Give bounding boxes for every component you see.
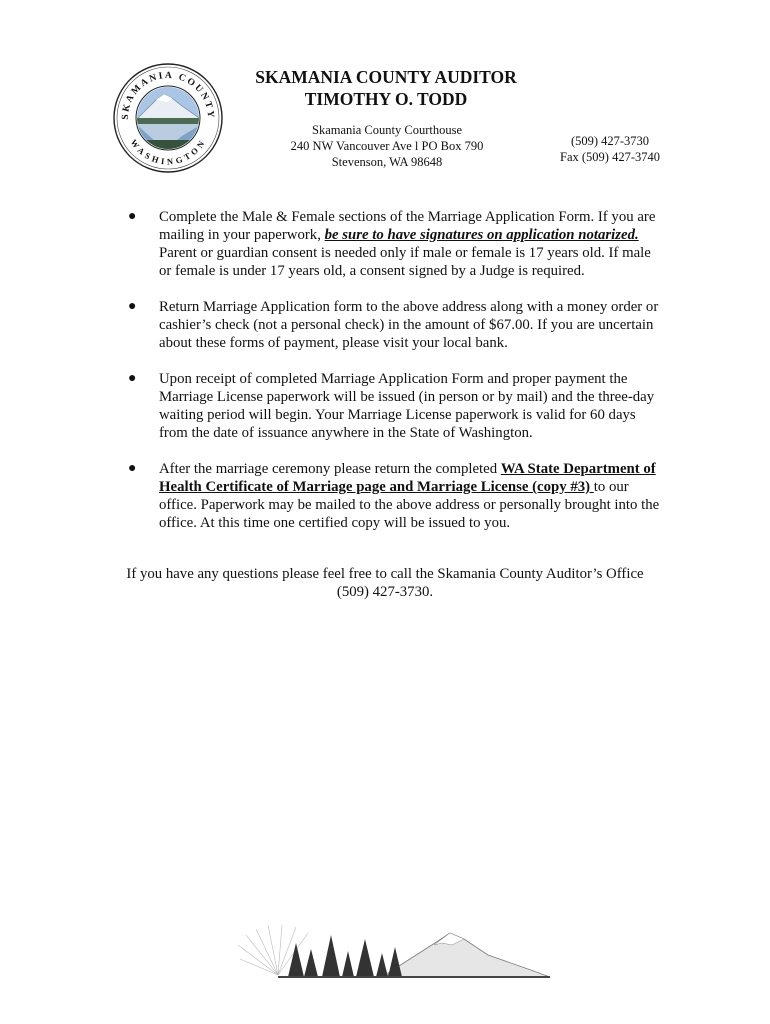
seal-text-bottom: WASHINGTON bbox=[128, 137, 208, 167]
office-title: SKAMANIA COUNTY AUDITOR bbox=[255, 67, 517, 87]
instruction-item: ● Complete the Male & Female sections of the Marriage Application Form. If you are mailing in your paperwork, be sure to have signatures on application notarized. Parent or guardian consent is needed only if male or female is 17 years old. If male or female is under 17 years old, a consent signed by a Judge is required. bbox=[128, 209, 656, 279]
closing-note bbox=[100, 565, 670, 601]
bullet-icon: ● bbox=[128, 299, 137, 314]
county-seal-logo bbox=[112, 62, 224, 174]
auditor-name: TIMOTHY O. TODD bbox=[304, 89, 468, 109]
phone-number: (509) 427-3730 bbox=[570, 134, 650, 148]
contact-numbers bbox=[540, 133, 680, 165]
bullet-icon: ● bbox=[128, 371, 137, 386]
courthouse-address bbox=[272, 122, 502, 170]
bullet-icon: ● bbox=[128, 209, 137, 224]
seal-text-top: SKAMANIA COUNTY bbox=[120, 70, 216, 120]
mountain-trees-footer-icon bbox=[238, 925, 550, 981]
closing-line-1: If you have any questions please feel free to call the Skamania County Auditor’s Office bbox=[126, 566, 644, 582]
address-line-1: Skamania County Courthouse bbox=[312, 123, 462, 137]
fax-number: Fax (509) 427-3740 bbox=[560, 150, 660, 164]
closing-line-2: (509) 427-3730. bbox=[336, 584, 434, 600]
instruction-item: ● Return Marriage Application form to the above address along with a money order or cashier’s check (not a personal check) in the amount of $67.00. If you are uncertain about these forms of payment, please visit your local bank. bbox=[128, 299, 659, 351]
certificate-emphasis: WA State Department of Health Certificate of Marriage page and Marriage License (copy #3) bbox=[159, 461, 656, 495]
address-line-3: Stevenson, WA 98648 bbox=[331, 155, 443, 169]
instruction-list bbox=[128, 208, 663, 550]
instruction-item: ● After the marriage ceremony please return the completed WA State Department of Health Certificate of Marriage page and Marriage License (copy #3) to our office. Paperwork may be mailed to the above address or personally brought into the office. At this time one certified copy will be issued to you. bbox=[128, 461, 660, 531]
address-line-2: 240 NW Vancouver Ave l PO Box 790 bbox=[290, 139, 484, 153]
bullet-icon: ● bbox=[128, 461, 137, 476]
instruction-item: ● Upon receipt of completed Marriage Application Form and proper payment the Marriage License paperwork will be issued (in person or by mail) and the three-day waiting period will begin. Your Marriage License paperwork is valid for 60 days from the date of issuance anywhere in the State of Washington. bbox=[128, 371, 655, 441]
notarized-emphasis: be sure to have signatures on application notarized. bbox=[324, 227, 639, 243]
